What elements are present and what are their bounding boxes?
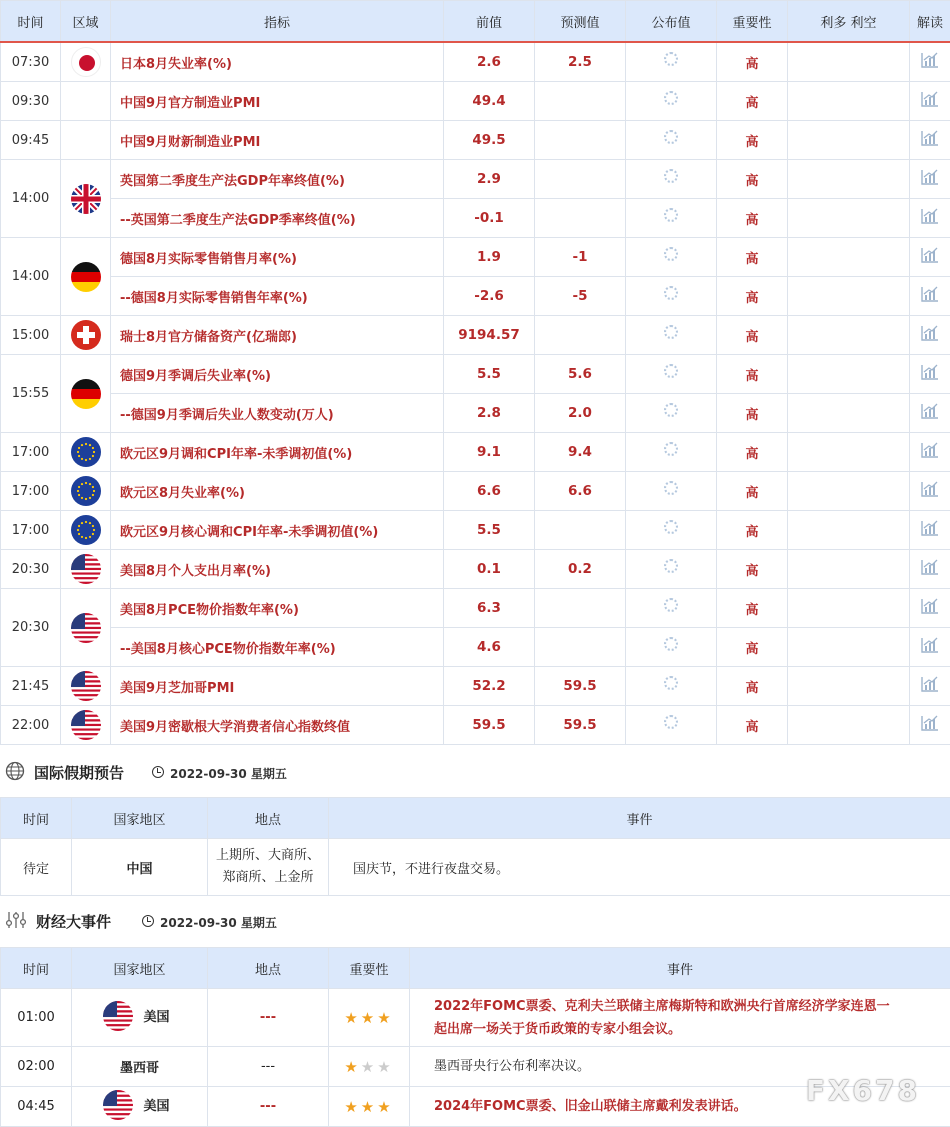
actual-value bbox=[626, 550, 717, 589]
col-place: 地点 bbox=[208, 798, 329, 839]
col-impact[interactable]: 利多 利空 bbox=[788, 1, 910, 43]
actual-value bbox=[626, 160, 717, 199]
loading-icon bbox=[664, 403, 678, 417]
impact-cell bbox=[788, 628, 910, 667]
impact-cell bbox=[788, 355, 910, 394]
forecast-value: 0.2 bbox=[535, 550, 626, 589]
event-time: 14:00 bbox=[1, 238, 61, 316]
events-section-title: 财经大事件 bbox=[36, 913, 112, 931]
forecast-value bbox=[535, 589, 626, 628]
analysis-cell[interactable] bbox=[910, 238, 950, 277]
event-time: 01:00 bbox=[1, 989, 72, 1047]
event-time: 14:00 bbox=[1, 160, 61, 238]
actual-value bbox=[626, 121, 717, 160]
star-rating-icon: ★★★ bbox=[344, 1057, 394, 1076]
previous-value: 2.8 bbox=[444, 394, 535, 433]
importance-value: 高 bbox=[717, 277, 788, 316]
col-importance: 重要性 bbox=[329, 948, 410, 989]
indicator-link[interactable]: 欧元区9月核心调和CPI年率-未季调初值(%) bbox=[111, 511, 444, 550]
loading-icon bbox=[664, 364, 678, 378]
loading-icon bbox=[664, 208, 678, 222]
loading-icon bbox=[664, 637, 678, 651]
col-event: 事件 bbox=[329, 798, 950, 839]
event-time: 07:30 bbox=[1, 42, 61, 82]
previous-value: 5.5 bbox=[444, 511, 535, 550]
importance-value: 高 bbox=[717, 355, 788, 394]
indicator-link[interactable]: 美国8月个人支出月率(%) bbox=[111, 550, 444, 589]
impact-cell bbox=[788, 199, 910, 238]
impact-cell bbox=[788, 82, 910, 121]
forecast-value: 2.0 bbox=[535, 394, 626, 433]
importance-value: 高 bbox=[717, 628, 788, 667]
chart-icon[interactable] bbox=[920, 246, 940, 264]
impact-cell bbox=[788, 42, 910, 82]
actual-value bbox=[626, 628, 717, 667]
event-time: 15:00 bbox=[1, 316, 61, 355]
impact-cell bbox=[788, 121, 910, 160]
importance-value: 高 bbox=[717, 316, 788, 355]
clock-icon bbox=[152, 766, 164, 778]
events-section-date: 2022-09-30 星期五 bbox=[160, 916, 277, 930]
clock-icon bbox=[142, 915, 154, 927]
event-country-cell bbox=[72, 989, 208, 1047]
event-text-line2: 起出席一场关于货币政策的专家小组会议。 bbox=[434, 1021, 682, 1037]
loading-icon bbox=[664, 169, 678, 183]
col-event: 事件 bbox=[410, 948, 950, 989]
chart-icon[interactable] bbox=[920, 597, 940, 615]
actual-value bbox=[626, 394, 717, 433]
region-cell bbox=[61, 160, 111, 238]
region-cell bbox=[61, 589, 111, 667]
event-country: 墨西哥 bbox=[119, 1061, 159, 1076]
importance-value: 高 bbox=[717, 550, 788, 589]
holiday-time: 待定 bbox=[1, 839, 72, 896]
chart-icon[interactable] bbox=[920, 636, 940, 654]
table-row bbox=[1, 589, 950, 628]
event-time: 22:00 bbox=[1, 706, 61, 745]
event-time: 17:00 bbox=[1, 472, 61, 511]
event-country-cell bbox=[72, 1087, 208, 1127]
indicator-link[interactable]: 美国9月芝加哥PMI bbox=[111, 667, 444, 706]
event-time: 20:30 bbox=[1, 589, 61, 667]
region-cell bbox=[61, 472, 111, 511]
star-rating-icon: ★★★ bbox=[344, 1008, 394, 1027]
sliders-icon bbox=[5, 910, 27, 930]
chart-icon[interactable] bbox=[920, 714, 940, 732]
events-header-row bbox=[1, 948, 950, 989]
event-importance bbox=[329, 989, 410, 1047]
previous-value: 2.9 bbox=[444, 160, 535, 199]
holiday-country: 中国 bbox=[72, 839, 208, 896]
forecast-value: 6.6 bbox=[535, 472, 626, 511]
us-flag-icon bbox=[103, 1001, 133, 1031]
region-cell bbox=[61, 238, 111, 316]
event-time: 04:45 bbox=[1, 1087, 72, 1127]
indicator-link[interactable]: 英国第二季度生产法GDP年率终值(%) bbox=[111, 160, 444, 199]
importance-value: 高 bbox=[717, 82, 788, 121]
analysis-cell[interactable] bbox=[910, 277, 950, 316]
holiday-table bbox=[0, 797, 950, 896]
actual-value bbox=[626, 706, 717, 745]
indicator-link[interactable]: 欧元区9月调和CPI年率-未季调初值(%) bbox=[111, 433, 444, 472]
chart-icon[interactable] bbox=[920, 207, 940, 225]
previous-value: 1.9 bbox=[444, 238, 535, 277]
analysis-cell[interactable] bbox=[910, 511, 950, 550]
event-time: 17:00 bbox=[1, 433, 61, 472]
table-row bbox=[1, 355, 950, 394]
analysis-cell[interactable] bbox=[910, 589, 950, 628]
forecast-value bbox=[535, 160, 626, 199]
indicator-link[interactable]: 德国9月季调后失业率(%) bbox=[111, 355, 444, 394]
loading-icon bbox=[664, 715, 678, 729]
table-row bbox=[1, 316, 950, 355]
watermark: FX678 bbox=[805, 1074, 920, 1107]
table-row bbox=[1, 667, 950, 706]
forecast-value: 59.5 bbox=[535, 706, 626, 745]
loading-icon bbox=[664, 481, 678, 495]
region-cell bbox=[61, 355, 111, 433]
actual-value bbox=[626, 355, 717, 394]
impact-cell bbox=[788, 472, 910, 511]
eu-flag-icon bbox=[71, 437, 101, 467]
analysis-cell[interactable] bbox=[910, 199, 950, 238]
col-actual[interactable]: 公布值 bbox=[626, 1, 717, 43]
swiss-flag-icon bbox=[71, 320, 101, 350]
actual-value bbox=[626, 238, 717, 277]
forecast-value: 2.5 bbox=[535, 42, 626, 82]
indicator-link[interactable]: 德国8月实际零售销售月率(%) bbox=[111, 238, 444, 277]
forecast-value: 59.5 bbox=[535, 667, 626, 706]
col-time: 时间 bbox=[1, 798, 72, 839]
forecast-value: -5 bbox=[535, 277, 626, 316]
forecast-value bbox=[535, 628, 626, 667]
importance-value: 高 bbox=[717, 589, 788, 628]
table-row bbox=[1, 82, 950, 121]
previous-value: 9194.57 bbox=[444, 316, 535, 355]
forecast-value: 9.4 bbox=[535, 433, 626, 472]
event-importance bbox=[329, 1087, 410, 1127]
holiday-place-line2: 郑商所、上金所 bbox=[222, 870, 314, 885]
loading-icon bbox=[664, 52, 678, 66]
importance-value: 高 bbox=[717, 667, 788, 706]
analysis-cell[interactable] bbox=[910, 472, 950, 511]
chart-icon[interactable] bbox=[920, 441, 940, 459]
chart-icon[interactable] bbox=[920, 129, 940, 147]
col-forecast[interactable]: 预测值 bbox=[535, 1, 626, 43]
analysis-cell[interactable] bbox=[910, 121, 950, 160]
chart-icon[interactable] bbox=[920, 480, 940, 498]
actual-value bbox=[626, 82, 717, 121]
event-country-cell bbox=[72, 1047, 208, 1087]
col-time[interactable]: 时间 bbox=[1, 1, 61, 43]
indicator-link[interactable]: 瑞士8月官方储备资产(亿瑞郎) bbox=[111, 316, 444, 355]
region-cell bbox=[61, 316, 111, 355]
table-row bbox=[1, 550, 950, 589]
event-description bbox=[410, 989, 950, 1047]
event-text-line1: 2024年FOMC票委、旧金山联储主席戴利发表讲话。 bbox=[434, 1099, 747, 1114]
event-country: 美国 bbox=[143, 1010, 170, 1025]
chart-icon[interactable] bbox=[920, 675, 940, 693]
event-country: 美国 bbox=[143, 1099, 170, 1114]
loading-icon bbox=[664, 442, 678, 456]
region-cell bbox=[61, 82, 111, 121]
previous-value: 49.4 bbox=[444, 82, 535, 121]
region-cell bbox=[61, 511, 111, 550]
importance-value: 高 bbox=[717, 433, 788, 472]
loading-icon bbox=[664, 559, 678, 573]
event-importance bbox=[329, 1047, 410, 1087]
chart-icon[interactable] bbox=[920, 363, 940, 381]
germany-flag-icon bbox=[71, 379, 101, 409]
analysis-cell[interactable] bbox=[910, 433, 950, 472]
eu-flag-icon bbox=[71, 515, 101, 545]
table-row bbox=[1, 511, 950, 550]
loading-icon bbox=[664, 286, 678, 300]
col-place: 地点 bbox=[208, 948, 329, 989]
chart-icon[interactable] bbox=[920, 285, 940, 303]
chart-icon[interactable] bbox=[920, 168, 940, 186]
event-text-line1: 墨西哥央行公布利率决议。 bbox=[434, 1059, 591, 1074]
chart-icon[interactable] bbox=[920, 324, 940, 342]
impact-cell bbox=[788, 550, 910, 589]
analysis-cell[interactable] bbox=[910, 42, 950, 82]
actual-value bbox=[626, 589, 717, 628]
events-section-header bbox=[0, 901, 950, 941]
col-time: 时间 bbox=[1, 948, 72, 989]
col-previous[interactable]: 前值 bbox=[444, 1, 535, 43]
forecast-value bbox=[535, 82, 626, 121]
region-cell bbox=[61, 667, 111, 706]
actual-value bbox=[626, 511, 717, 550]
chart-icon[interactable] bbox=[920, 519, 940, 537]
holiday-section-date: 2022-09-30 星期五 bbox=[170, 767, 287, 781]
actual-value bbox=[626, 199, 717, 238]
uk-flag-icon bbox=[71, 184, 101, 214]
event-time: 21:45 bbox=[1, 667, 61, 706]
col-country: 国家地区 bbox=[72, 798, 208, 839]
analysis-cell[interactable] bbox=[910, 628, 950, 667]
impact-cell bbox=[788, 706, 910, 745]
loading-icon bbox=[664, 130, 678, 144]
event-time: 09:30 bbox=[1, 82, 61, 121]
importance-value: 高 bbox=[717, 199, 788, 238]
table-row bbox=[1, 121, 950, 160]
forecast-value: -1 bbox=[535, 238, 626, 277]
table-row bbox=[1, 433, 950, 472]
importance-value: 高 bbox=[717, 511, 788, 550]
event-place: --- bbox=[208, 1087, 329, 1127]
previous-value: 49.5 bbox=[444, 121, 535, 160]
importance-value: 高 bbox=[717, 121, 788, 160]
indicator-link[interactable]: --美国8月核心PCE物价指数年率(%) bbox=[111, 628, 444, 667]
previous-value: 59.5 bbox=[444, 706, 535, 745]
importance-value: 高 bbox=[717, 706, 788, 745]
us-flag-icon bbox=[71, 671, 101, 701]
importance-value: 高 bbox=[717, 42, 788, 82]
previous-value: 0.1 bbox=[444, 550, 535, 589]
analysis-cell[interactable] bbox=[910, 316, 950, 355]
region-cell bbox=[61, 42, 111, 82]
indicator-link[interactable]: 美国8月PCE物价指数年率(%) bbox=[111, 589, 444, 628]
impact-cell bbox=[788, 394, 910, 433]
holiday-section-header bbox=[0, 752, 950, 792]
actual-value bbox=[626, 472, 717, 511]
table-row bbox=[1, 472, 950, 511]
event-time: 20:30 bbox=[1, 550, 61, 589]
importance-value: 高 bbox=[717, 472, 788, 511]
table-row bbox=[1, 277, 950, 316]
forecast-value bbox=[535, 316, 626, 355]
previous-value: -0.1 bbox=[444, 199, 535, 238]
calendar-header-row bbox=[1, 1, 950, 43]
region-cell bbox=[61, 121, 111, 160]
actual-value bbox=[626, 42, 717, 82]
impact-cell bbox=[788, 667, 910, 706]
event-place: --- bbox=[208, 1047, 329, 1087]
col-importance[interactable]: 重要性 bbox=[717, 1, 788, 43]
previous-value: 2.6 bbox=[444, 42, 535, 82]
event-time: 17:00 bbox=[1, 511, 61, 550]
us-flag-icon bbox=[103, 1090, 133, 1120]
germany-flag-icon bbox=[71, 262, 101, 292]
analysis-cell[interactable] bbox=[910, 394, 950, 433]
previous-value: 6.3 bbox=[444, 589, 535, 628]
importance-value: 高 bbox=[717, 394, 788, 433]
indicator-link[interactable]: 日本8月失业率(%) bbox=[111, 42, 444, 82]
actual-value bbox=[626, 316, 717, 355]
forecast-value bbox=[535, 511, 626, 550]
us-flag-icon bbox=[71, 613, 101, 643]
event-time: 09:45 bbox=[1, 121, 61, 160]
table-row bbox=[1, 989, 950, 1047]
importance-value: 高 bbox=[717, 160, 788, 199]
event-text-line1: 2022年FOMC票委、克利夫兰联储主席梅斯特和欧洲央行首席经济学家连恩一 bbox=[434, 998, 890, 1014]
previous-value: 4.6 bbox=[444, 628, 535, 667]
holiday-header-row bbox=[1, 798, 950, 839]
table-row bbox=[1, 839, 950, 896]
holiday-section-title: 国际假期预告 bbox=[34, 764, 125, 782]
table-row bbox=[1, 394, 950, 433]
loading-icon bbox=[664, 520, 678, 534]
chart-icon[interactable] bbox=[920, 402, 940, 420]
impact-cell bbox=[788, 589, 910, 628]
analysis-cell[interactable] bbox=[910, 82, 950, 121]
globe-icon bbox=[5, 761, 25, 781]
forecast-value bbox=[535, 121, 626, 160]
us-flag-icon bbox=[71, 554, 101, 584]
impact-cell bbox=[788, 433, 910, 472]
indicator-link[interactable]: --英国第二季度生产法GDP季率终值(%) bbox=[111, 199, 444, 238]
impact-cell bbox=[788, 277, 910, 316]
indicator-link[interactable]: --德国9月季调后失业人数变动(万人) bbox=[111, 394, 444, 433]
loading-icon bbox=[664, 325, 678, 339]
actual-value bbox=[626, 433, 717, 472]
forecast-value: 5.6 bbox=[535, 355, 626, 394]
indicator-link[interactable]: 中国9月财新制造业PMI bbox=[111, 121, 444, 160]
impact-cell bbox=[788, 238, 910, 277]
holiday-place-line1: 上期所、大商所、 bbox=[215, 848, 320, 863]
table-row bbox=[1, 238, 950, 277]
analysis-cell[interactable] bbox=[910, 550, 950, 589]
previous-value: 9.1 bbox=[444, 433, 535, 472]
event-time: 15:55 bbox=[1, 355, 61, 433]
analysis-cell[interactable] bbox=[910, 706, 950, 745]
holiday-event: 国庆节，不进行夜盘交易。 bbox=[329, 839, 950, 896]
region-cell bbox=[61, 550, 111, 589]
eu-flag-icon bbox=[71, 476, 101, 506]
table-row bbox=[1, 42, 950, 82]
event-place: --- bbox=[208, 989, 329, 1047]
impact-cell bbox=[788, 316, 910, 355]
col-region[interactable]: 区域 bbox=[61, 1, 111, 43]
indicator-link[interactable]: 中国9月官方制造业PMI bbox=[111, 82, 444, 121]
col-analysis[interactable]: 解读 bbox=[910, 1, 950, 43]
chart-icon[interactable] bbox=[920, 90, 940, 108]
indicator-link[interactable]: 美国9月密歇根大学消费者信心指数终值 bbox=[111, 706, 444, 745]
japan-flag-icon bbox=[71, 47, 101, 77]
previous-value: 6.6 bbox=[444, 472, 535, 511]
table-row bbox=[1, 628, 950, 667]
table-row bbox=[1, 199, 950, 238]
loading-icon bbox=[664, 598, 678, 612]
previous-value: 52.2 bbox=[444, 667, 535, 706]
previous-value: 5.5 bbox=[444, 355, 535, 394]
loading-icon bbox=[664, 247, 678, 261]
impact-cell bbox=[788, 160, 910, 199]
previous-value: -2.6 bbox=[444, 277, 535, 316]
holiday-place bbox=[208, 839, 329, 896]
indicator-link[interactable]: --德国8月实际零售销售年率(%) bbox=[111, 277, 444, 316]
col-indicator[interactable]: 指标 bbox=[111, 1, 444, 43]
analysis-cell[interactable] bbox=[910, 160, 950, 199]
impact-cell bbox=[788, 511, 910, 550]
actual-value bbox=[626, 277, 717, 316]
chart-icon[interactable] bbox=[920, 558, 940, 576]
indicator-link[interactable]: 欧元区8月失业率(%) bbox=[111, 472, 444, 511]
actual-value bbox=[626, 667, 717, 706]
us-flag-icon bbox=[71, 710, 101, 740]
region-cell bbox=[61, 433, 111, 472]
analysis-cell[interactable] bbox=[910, 667, 950, 706]
forecast-value bbox=[535, 199, 626, 238]
loading-icon bbox=[664, 91, 678, 105]
star-rating-icon: ★★★ bbox=[344, 1097, 394, 1116]
importance-value: 高 bbox=[717, 238, 788, 277]
loading-icon bbox=[664, 676, 678, 690]
chart-icon[interactable] bbox=[920, 51, 940, 69]
analysis-cell[interactable] bbox=[910, 355, 950, 394]
region-cell bbox=[61, 706, 111, 745]
table-row bbox=[1, 706, 950, 745]
col-country: 国家地区 bbox=[72, 948, 208, 989]
event-time: 02:00 bbox=[1, 1047, 72, 1087]
table-row bbox=[1, 160, 950, 199]
